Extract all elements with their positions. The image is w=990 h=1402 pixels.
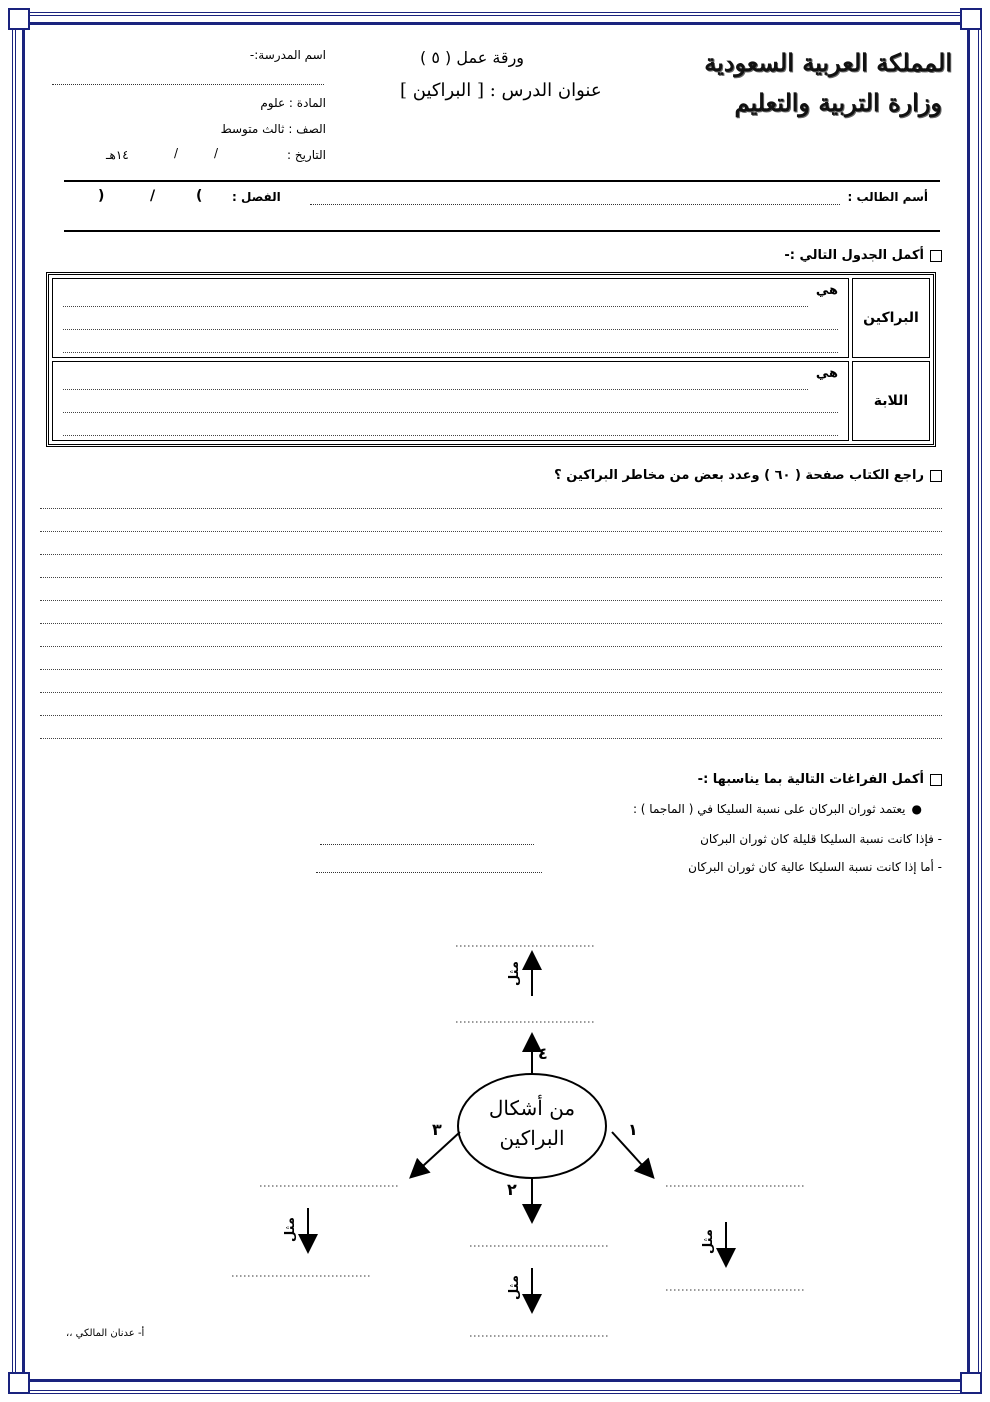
kingdom-title: المملكة العربية السعودية (704, 48, 952, 77)
ministry-title: وزارة التربية والتعليم (734, 88, 942, 117)
center-text-line2: البراكين (499, 1126, 565, 1150)
subject-label: المادة : علوم (260, 96, 326, 110)
example-label-top: مثل (506, 961, 522, 986)
bullet-icon: ● (911, 802, 922, 816)
section3-title-text: أكمل الفراغات التالية بما يناسبها :- (697, 772, 924, 787)
worksheet-number: ورقة عمل ( ٥ ) (420, 48, 525, 67)
center-text-line1: من أشكال (488, 1096, 576, 1120)
branch-number-4: ٤ (538, 1044, 548, 1063)
class-label: الفصل : (232, 190, 281, 204)
answer-prefix: هي (815, 366, 838, 381)
example-label-bottom: مثل (506, 1275, 522, 1300)
branch-number-2: ٢ (507, 1180, 517, 1199)
row-label-volcanoes: البراكين (852, 278, 930, 358)
fill-line-2-text: - أما إذا كانت نسبة السليكا عالية كان ثوران البركان (688, 860, 942, 874)
branch-number-3: ٣ (432, 1120, 442, 1139)
date-slash-2: / (174, 146, 179, 160)
fill-line-1-text: - فإذا كانت نسبة السليكا قليلة كان ثوران البركان (700, 832, 942, 846)
example-label-left: مثل (282, 1217, 298, 1242)
class-close-paren: ) (98, 188, 105, 204)
branch-number-1: ١ (628, 1120, 638, 1139)
row-label-lava: اللابة (852, 361, 930, 441)
lesson-title: عنوان الدرس : [ البراكين ] (400, 80, 602, 101)
grade-label: الصف : ثالث متوسط (220, 122, 326, 136)
example-label-right: مثل (700, 1229, 716, 1254)
class-open-paren: ( (196, 188, 203, 204)
footer-author: أ- عدنان المالكي ،، (66, 1328, 145, 1339)
class-slash: / (150, 188, 156, 204)
answer-prefix: هي (815, 283, 838, 298)
date-year: ١٤هـ (106, 148, 129, 162)
date-slash-1: / (214, 146, 219, 160)
bullet-text: يعتمد ثوران البركان على نسبة السليكا في ( الماجما ) : (632, 802, 906, 816)
school-label: اسم المدرسة:- (249, 48, 326, 62)
section2-title-text: راجع الكتاب صفحة ( ٦٠ ) وعدد بعض من مخاطر البراكين ؟ (554, 468, 924, 483)
date-label: التاريخ : (286, 148, 326, 162)
student-name-label: أسم الطالب : (847, 190, 928, 204)
section1-title-text: أكمل الجدول التالي :- (784, 248, 924, 263)
